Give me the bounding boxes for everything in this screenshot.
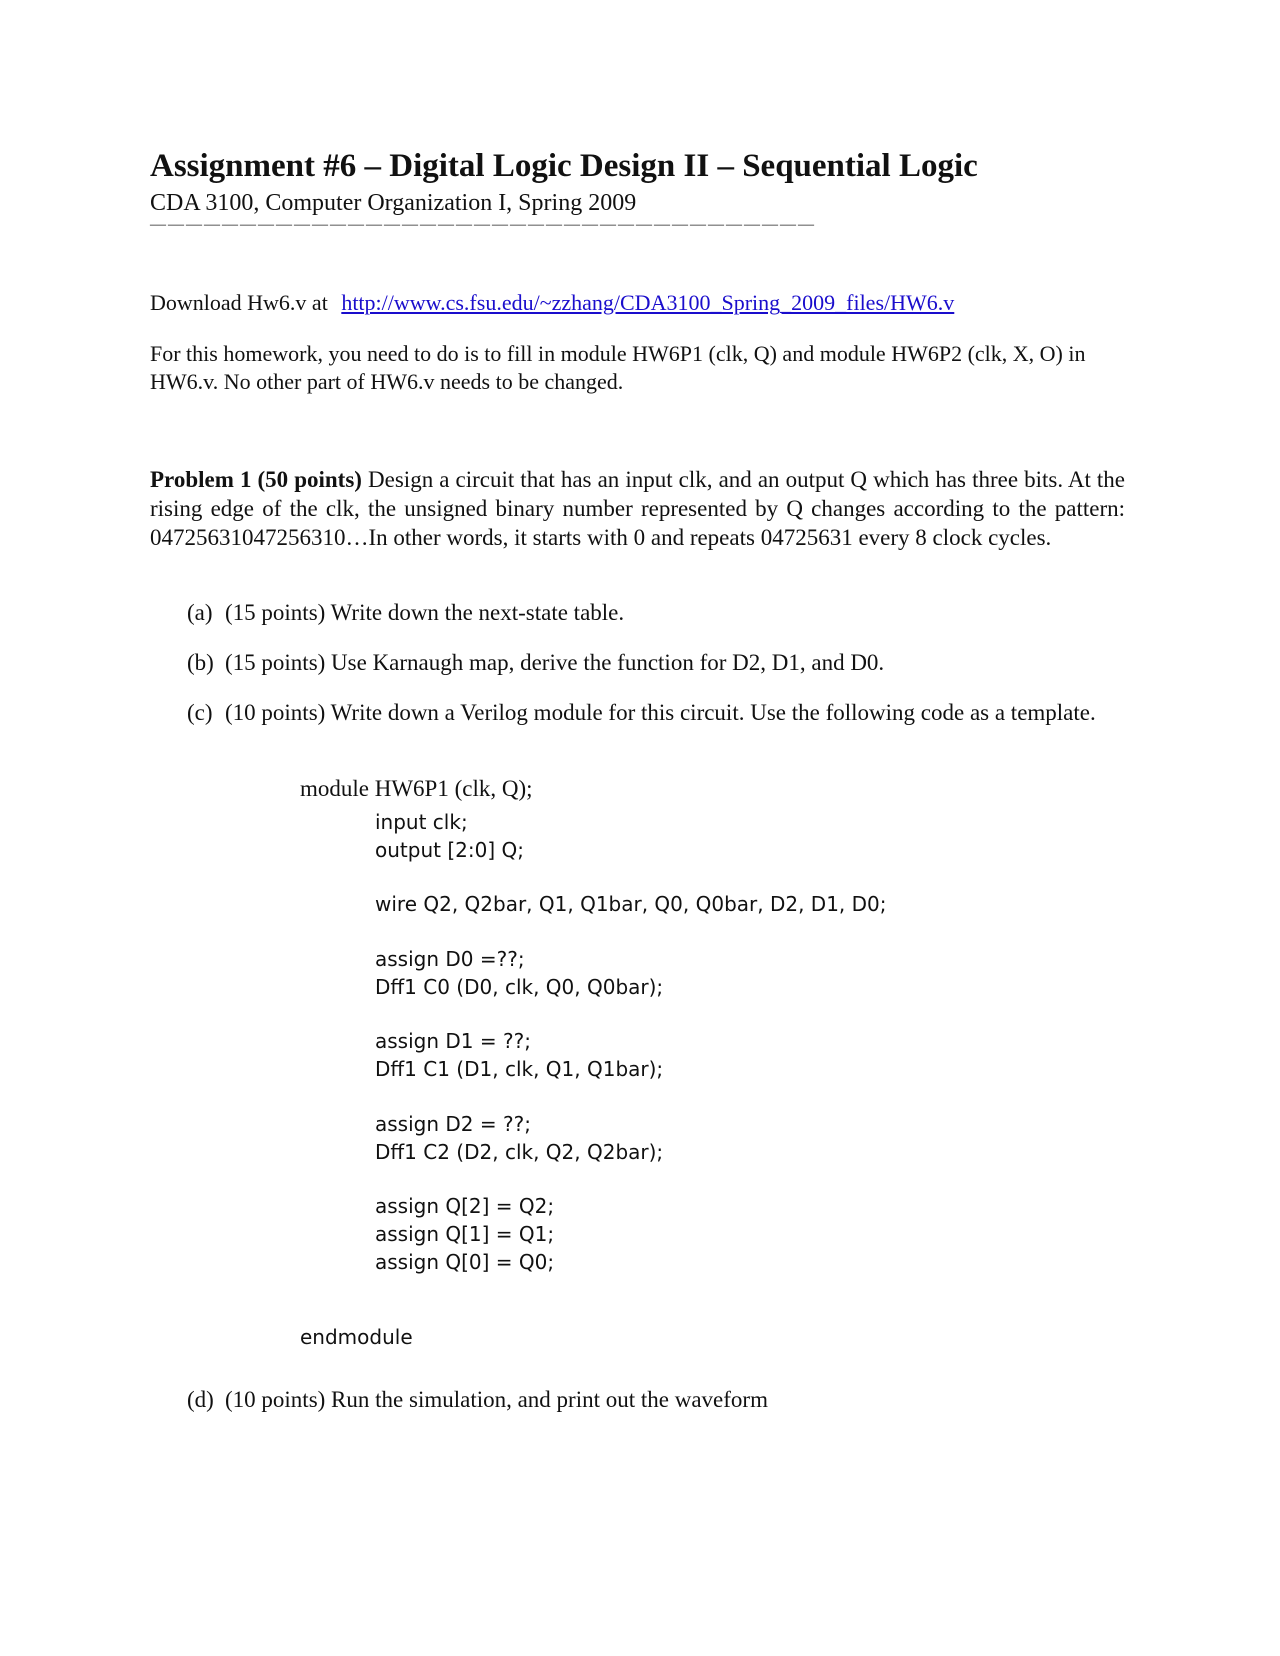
hw6-download-link[interactable]: http://www.cs.fsu.edu/~zzhang/CDA3100_Spring_2009_files/HW6.v [341, 290, 955, 315]
download-prefix: Download Hw6.v at [150, 290, 328, 315]
code-module-line: module HW6P1 (clk, Q); [300, 776, 533, 801]
list-item-b [187, 648, 1125, 677]
item-label: (c) [187, 700, 213, 725]
code-d2-block: assign D2 = ??; Dff1 C2 (D2, clk, Q2, Q2bar); [375, 1112, 664, 1164]
list-item-c [187, 698, 1125, 727]
item-text: (15 points) Write down the next-state table. [225, 600, 625, 625]
item-label: (d) [187, 1387, 214, 1412]
list-item-d [187, 1385, 1125, 1414]
item-label: (b) [187, 650, 214, 675]
code-d1-block: assign D1 = ??; Dff1 C1 (D1, clk, Q1, Q1bar); [375, 1029, 664, 1081]
code-wire-line: wire Q2, Q2bar, Q1, Q1bar, Q0, Q0bar, D2, D1, D0; [375, 892, 887, 916]
course-subtitle: CDA 3100, Computer Organization I, Spring 2009 [150, 190, 637, 216]
code-d0-block: assign D0 =??; Dff1 C0 (D0, clk, Q0, Q0bar); [375, 947, 664, 999]
dashed-rule: ————————————————————————————————————— [150, 216, 816, 233]
item-text: (10 points) Write down a Verilog module for this circuit. Use the following code as a template. [225, 700, 1096, 725]
problem-1-text: Design a circuit that has an input clk, and an output Q which has three bits. At the rising edge of the clk, the unsigned binary number represented by Q changes according to the pattern: 04725631047256310…In other words, it starts with 0 and repeats 04725631 every 8 clock cycles. [150, 467, 1126, 550]
intro-paragraph: For this homework, you need to do is to fill in module HW6P1 (clk, Q) and module HW6P2 (clk, X, O) in HW6.v. No other part of HW6.v needs to be changed. [150, 341, 1086, 394]
item-text: (15 points) Use Karnaugh map, derive the function for D2, D1, and D0. [225, 650, 885, 675]
problem-1-heading: Problem 1 (50 points) [150, 467, 362, 492]
download-line [150, 290, 954, 316]
code-q-assign-block: assign Q[2] = Q2; assign Q[1] = Q1; assign Q[0] = Q0; [375, 1194, 555, 1274]
list-item-a [187, 598, 1125, 627]
code-io-block: input clk; output [2:0] Q; [375, 810, 524, 862]
problem-1-paragraph [150, 465, 1125, 552]
item-text: (10 points) Run the simulation, and print out the waveform [225, 1387, 768, 1412]
item-label: (a) [187, 600, 213, 625]
assignment-title: Assignment #6 – Digital Logic Design II – Sequential Logic [150, 148, 978, 184]
code-endmodule: endmodule [300, 1325, 413, 1349]
